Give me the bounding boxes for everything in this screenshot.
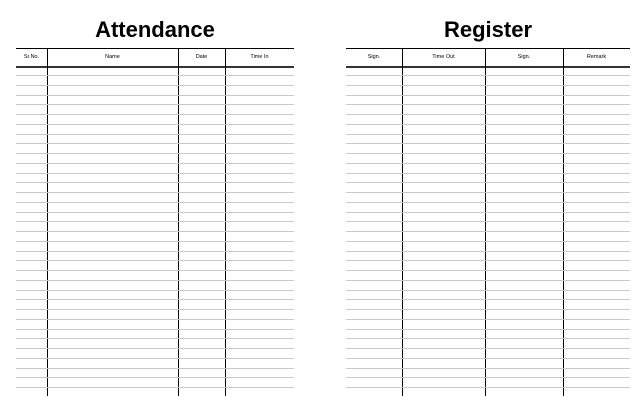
ruled-line	[346, 114, 630, 115]
ruled-line	[16, 329, 294, 330]
ruled-line	[346, 202, 630, 203]
ruled-line	[16, 75, 294, 76]
ruled-line	[346, 251, 630, 252]
header-double-rule	[16, 66, 294, 68]
ruled-line	[346, 309, 630, 310]
column-header-time-out: Time Out	[432, 54, 455, 60]
column-header-name: Name	[105, 54, 120, 60]
ruled-line	[16, 192, 294, 193]
ruled-line	[16, 95, 294, 96]
page-title-attendance: Attendance	[95, 17, 215, 42]
sheet-header-row	[346, 49, 630, 66]
ruled-line	[16, 358, 294, 359]
ruled-line	[346, 192, 630, 193]
ruled-line	[346, 124, 630, 125]
ruled-line	[346, 134, 630, 135]
ruled-line	[346, 153, 630, 154]
column-header-remark: Remark	[586, 54, 607, 60]
ruled-line	[346, 358, 630, 359]
ruled-line	[346, 85, 630, 86]
ruled-line	[346, 212, 630, 213]
ruled-line	[346, 329, 630, 330]
ruled-line	[16, 368, 294, 369]
ruled-line	[346, 348, 630, 349]
ruled-line	[16, 85, 294, 86]
ruled-line	[346, 377, 630, 378]
ruled-line	[16, 299, 294, 300]
ruled-line	[16, 260, 294, 261]
page-title-register: Register	[443, 17, 533, 42]
attendance-sheet	[16, 48, 294, 396]
ruled-line	[16, 338, 294, 339]
ruled-line	[16, 290, 294, 291]
ruled-line	[346, 270, 630, 271]
ruled-line	[346, 241, 630, 242]
ruled-line	[16, 173, 294, 174]
ruled-line	[16, 153, 294, 154]
ruled-line	[346, 75, 630, 76]
ruled-line	[346, 163, 630, 164]
ruled-line	[346, 221, 630, 222]
ruled-line	[346, 338, 630, 339]
ruled-line	[16, 251, 294, 252]
ruled-line	[16, 241, 294, 242]
ruled-line	[16, 309, 294, 310]
sheet-header-row	[16, 49, 294, 66]
column-header-date: Date	[195, 54, 208, 60]
ruled-line	[16, 202, 294, 203]
ruled-line	[346, 387, 630, 388]
ruled-line	[16, 231, 294, 232]
ruled-line	[346, 182, 630, 183]
ruled-line	[346, 173, 630, 174]
ruled-line	[346, 290, 630, 291]
ruled-line	[346, 299, 630, 300]
ruled-line	[16, 348, 294, 349]
ruled-line	[16, 124, 294, 125]
ruled-line	[16, 212, 294, 213]
ruled-line	[346, 319, 630, 320]
ruled-line	[16, 270, 294, 271]
register-sheet	[346, 48, 630, 396]
column-header-sr-no: Sr.No.	[23, 54, 40, 60]
ruled-line	[16, 182, 294, 183]
column-header-sign-out: Sign.	[517, 54, 531, 60]
ruled-line	[16, 163, 294, 164]
column-header-sign-in: Sign.	[367, 54, 381, 60]
ruled-line	[346, 280, 630, 281]
ruled-line	[16, 143, 294, 144]
ruled-line	[16, 387, 294, 388]
ruled-line	[346, 95, 630, 96]
ruled-line	[346, 231, 630, 232]
header-double-rule	[346, 66, 630, 68]
ruled-line	[16, 221, 294, 222]
ruled-line	[16, 134, 294, 135]
ruled-line	[16, 114, 294, 115]
ruled-line	[346, 104, 630, 105]
ruled-line	[16, 104, 294, 105]
ruled-line	[16, 377, 294, 378]
ruled-line	[16, 319, 294, 320]
ruled-line	[346, 260, 630, 261]
ruled-line	[346, 143, 630, 144]
ruled-line	[346, 368, 630, 369]
column-header-time-in: Time In	[250, 54, 269, 60]
ruled-line	[16, 280, 294, 281]
